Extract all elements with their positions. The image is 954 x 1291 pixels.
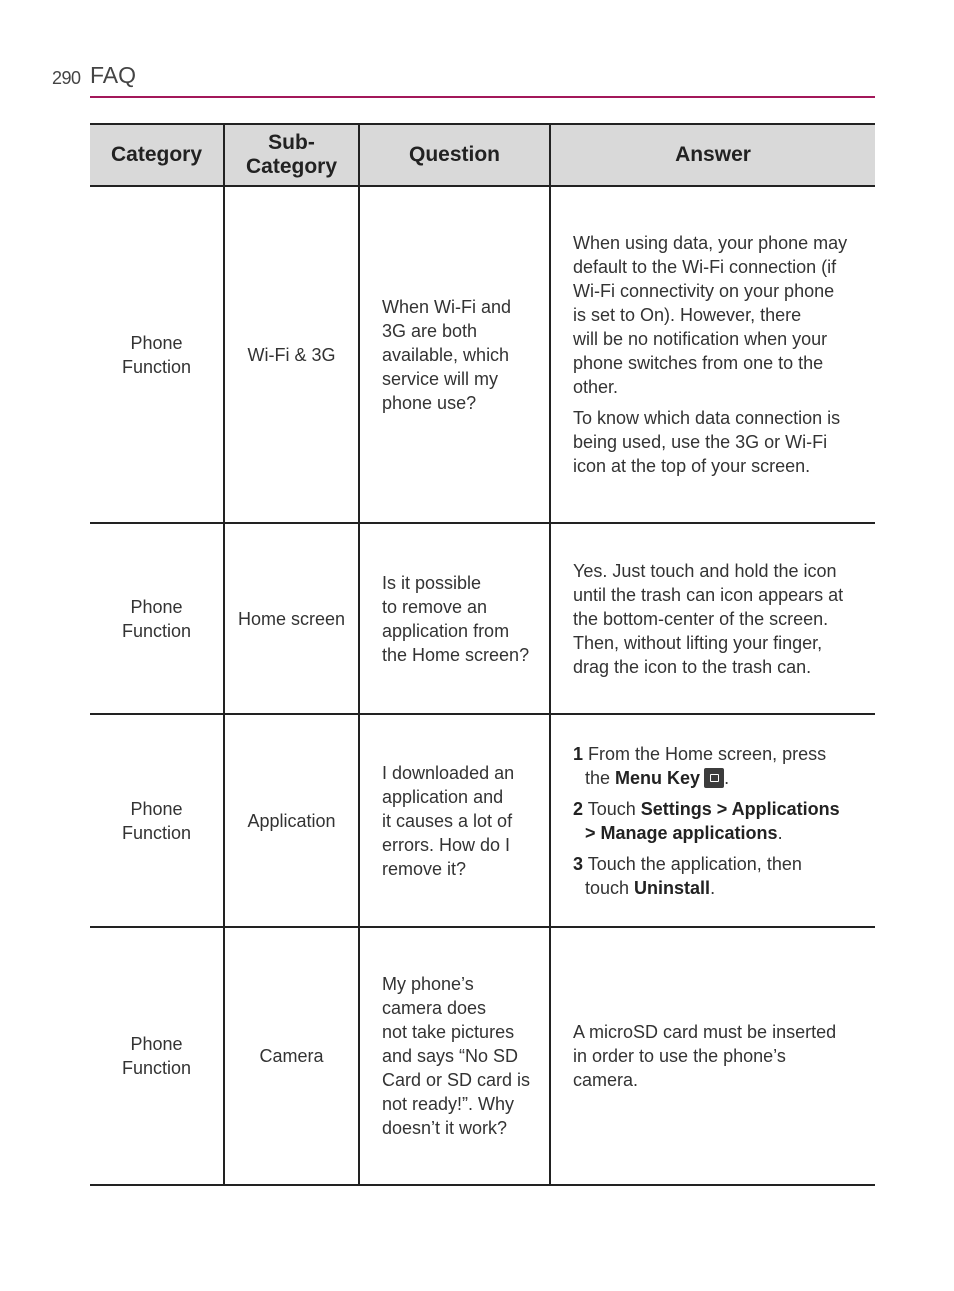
- step-number: 3: [573, 853, 584, 874]
- step-bold-text: Settings > Applications > Manage applications: [585, 798, 840, 843]
- question-cell: My phone’s camera does not take pictures and says “No SD Card or SD card is not ready!”. Why doesn’t it work?: [359, 927, 550, 1185]
- section-title: FAQ: [90, 62, 137, 88]
- answer-cell: [550, 186, 875, 523]
- answer-cell: [550, 714, 875, 927]
- page-header: [52, 62, 875, 98]
- category-cell: Phone Function: [90, 714, 224, 927]
- question-cell: I downloaded an application and it causes a lot of errors. How do I remove it?: [359, 714, 550, 927]
- table-row: [90, 523, 875, 714]
- step-number: 1: [573, 743, 584, 764]
- answer-cell: [550, 523, 875, 714]
- answer-paragraph: When using data, your phone may default to the Wi-Fi connection (if Wi-Fi connectivity on your phone is set to On). However, there will be no notification when your phone switches from one to the other.: [573, 233, 848, 397]
- menu-key-icon: [704, 768, 724, 788]
- category-cell: Phone Function: [90, 523, 224, 714]
- table-row: [90, 714, 875, 927]
- step-text: .: [777, 822, 783, 843]
- answer-step-1: [573, 742, 867, 790]
- answer-step-3: [573, 852, 867, 900]
- answer-cell: [550, 927, 875, 1185]
- page-number: 290: [52, 68, 81, 88]
- step-text: .: [724, 767, 730, 788]
- table-header-row: [90, 124, 875, 186]
- category-cell: Phone Function: [90, 927, 224, 1185]
- sub-category-cell: Application: [224, 714, 359, 927]
- category-cell: Phone Function: [90, 186, 224, 523]
- sub-category-cell: Home screen: [224, 523, 359, 714]
- column-header-sub-category: Sub- Category: [224, 124, 359, 186]
- step-bold-text: Menu Key: [615, 767, 701, 788]
- sub-category-cell: Camera: [224, 927, 359, 1185]
- step-text: From the Home screen, press the: [585, 743, 827, 788]
- faq-table: [90, 123, 875, 1186]
- step-text: Touch: [583, 798, 641, 819]
- header-rule: [90, 96, 875, 98]
- sub-category-cell: Wi-Fi & 3G: [224, 186, 359, 523]
- answer-step-2: [573, 797, 867, 845]
- step-text: .: [710, 877, 716, 898]
- answer-paragraph: To know which data connection is being used, use the 3G or Wi-Fi icon at the top of your screen.: [573, 408, 841, 476]
- column-header-answer: Answer: [550, 124, 875, 186]
- column-header-category: Category: [90, 124, 224, 186]
- step-bold-text: Uninstall: [634, 877, 711, 898]
- column-header-question: Question: [359, 124, 550, 186]
- answer-paragraph: A microSD card must be inserted in order to use the phone’s camera.: [573, 1022, 837, 1090]
- step-text: Touch the application, then touch: [585, 853, 802, 898]
- table-row: [90, 186, 875, 523]
- step-number: 2: [573, 798, 584, 819]
- question-cell: Is it possible to remove an application from the Home screen?: [359, 523, 550, 714]
- table-row: [90, 927, 875, 1185]
- answer-paragraph: Yes. Just touch and hold the icon until the trash can icon appears at the bottom-center of the screen. Then, without lifting your finger, drag the icon to the trash can.: [573, 560, 844, 677]
- question-cell: When Wi-Fi and 3G are both available, which service will my phone use?: [359, 186, 550, 523]
